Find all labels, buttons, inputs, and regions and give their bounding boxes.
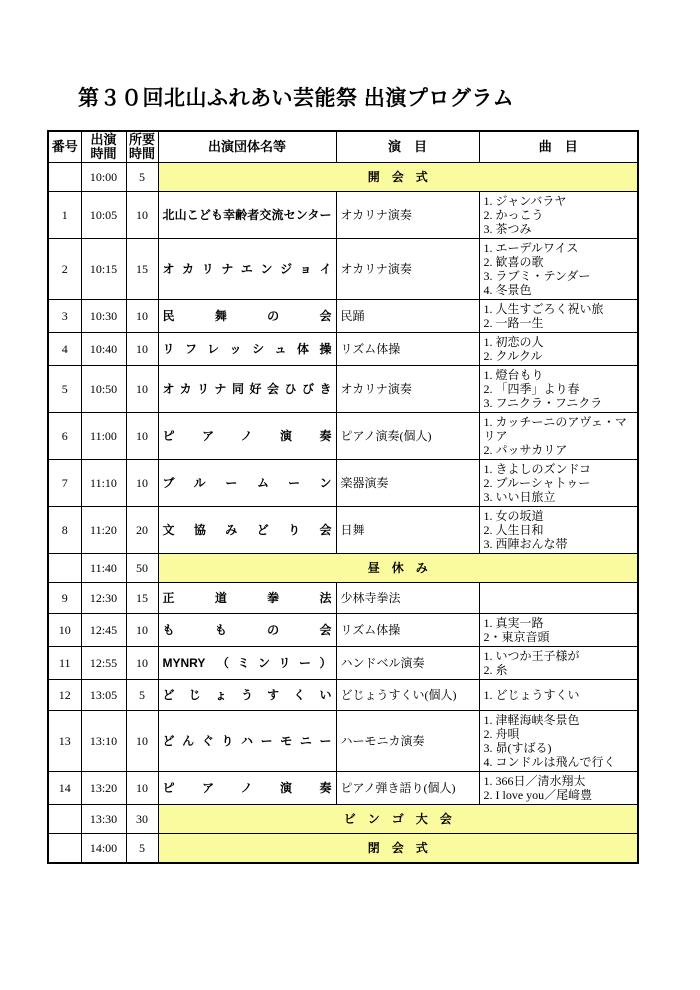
songs-cell: 1. 人生すごろく祝い旅 2. 一路一生 — [479, 300, 638, 333]
number-cell: 10 — [48, 614, 81, 647]
number-cell — [48, 805, 81, 834]
start-time-cell: 13:30 — [81, 805, 126, 834]
start-time-cell: 13:05 — [81, 680, 126, 711]
duration-cell: 5 — [126, 163, 158, 192]
songs-cell: 1. 燈台もり 2. 「四季」より春 3. フニクラ・フニクラ — [479, 366, 638, 413]
program-row — [48, 507, 638, 554]
header-start-time: 出演 時間 — [81, 131, 126, 163]
songs-cell: 1. どじょうすくい — [479, 680, 638, 711]
duration-cell: 5 — [126, 680, 158, 711]
table-header-row — [48, 131, 638, 163]
category-cell: ハーモニカ演奏 — [336, 711, 479, 772]
group-name-cell: 正道拳法 — [158, 583, 336, 614]
songs-cell: 1. カッチーニのアヴェ・マリア 2. パッサカリア — [479, 413, 638, 460]
banner-row — [48, 805, 638, 834]
start-time-cell: 11:00 — [81, 413, 126, 460]
number-cell: 14 — [48, 772, 81, 805]
start-time-cell: 11:40 — [81, 554, 126, 583]
duration-cell: 50 — [126, 554, 158, 583]
header-number: 番号 — [48, 131, 81, 163]
songs-cell — [479, 583, 638, 614]
group-name-cell: ピアノ演奏 — [158, 413, 336, 460]
category-cell: オカリナ演奏 — [336, 192, 479, 239]
duration-cell: 10 — [126, 614, 158, 647]
number-cell: 4 — [48, 333, 81, 366]
banner-label-cell: 昼 休 み — [158, 554, 638, 583]
number-cell: 9 — [48, 583, 81, 614]
program-row — [48, 772, 638, 805]
start-time-cell: 12:45 — [81, 614, 126, 647]
number-cell: 12 — [48, 680, 81, 711]
category-cell: どじょうすくい(個人) — [336, 680, 479, 711]
number-cell: 8 — [48, 507, 81, 554]
start-time-cell: 12:55 — [81, 647, 126, 680]
number-cell: 13 — [48, 711, 81, 772]
category-cell: リズム体操 — [336, 614, 479, 647]
program-row — [48, 647, 638, 680]
group-name-cell: 文協みどり会 — [158, 507, 336, 554]
program-row — [48, 333, 638, 366]
duration-cell: 15 — [126, 239, 158, 300]
duration-cell: 10 — [126, 711, 158, 772]
group-name-cell: どんぐりハーモニー — [158, 711, 336, 772]
group-name-cell: 民舞の会 — [158, 300, 336, 333]
program-row — [48, 711, 638, 772]
group-name-cell: 北山こども幸齢者交流センター — [158, 192, 336, 239]
number-cell — [48, 163, 81, 192]
group-name-cell: MYNRY （ミンリー） — [158, 647, 336, 680]
duration-cell: 10 — [126, 300, 158, 333]
group-name-cell: リフレッシュ体操 — [158, 333, 336, 366]
number-cell: 3 — [48, 300, 81, 333]
group-name-cell: ブルームーン — [158, 460, 336, 507]
category-cell: ピアノ弾き語り(個人) — [336, 772, 479, 805]
duration-cell: 10 — [126, 192, 158, 239]
header-category: 演 目 — [336, 131, 479, 163]
start-time-cell: 11:10 — [81, 460, 126, 507]
category-cell: オカリナ演奏 — [336, 366, 479, 413]
start-time-cell: 12:30 — [81, 583, 126, 614]
category-cell: 楽器演奏 — [336, 460, 479, 507]
header-group-name: 出演団体名等 — [158, 131, 336, 163]
category-cell: オカリナ演奏 — [336, 239, 479, 300]
program-row — [48, 460, 638, 507]
duration-cell: 10 — [126, 333, 158, 366]
songs-cell: 1. エーデルワイス 2. 歓喜の歌 3. ラブミ・テンダー 4. 冬景色 — [479, 239, 638, 300]
songs-cell: 1. 真実一路 2・東京音頭 — [479, 614, 638, 647]
start-time-cell: 10:30 — [81, 300, 126, 333]
songs-cell: 1. きよしのズンドコ 2. ブルーシャトゥー 3. いい日旅立 — [479, 460, 638, 507]
program-table — [47, 130, 639, 864]
duration-cell: 10 — [126, 647, 158, 680]
number-cell — [48, 554, 81, 583]
category-cell: ハンドベル演奏 — [336, 647, 479, 680]
number-cell: 2 — [48, 239, 81, 300]
group-name-cell: ももの会 — [158, 614, 336, 647]
banner-label-cell: 閉 会 式 — [158, 834, 638, 864]
category-cell: 少林寺拳法 — [336, 583, 479, 614]
group-name-cell: ピアノ演奏 — [158, 772, 336, 805]
start-time-cell: 11:20 — [81, 507, 126, 554]
songs-cell: 1. 366日／清水翔太 2. I love you／尾﨑豊 — [479, 772, 638, 805]
number-cell — [48, 834, 81, 864]
category-cell: ピアノ演奏(個人) — [336, 413, 479, 460]
start-time-cell: 13:20 — [81, 772, 126, 805]
program-row — [48, 680, 638, 711]
songs-cell: 1. いつか王子様が 2. 糸 — [479, 647, 638, 680]
program-row — [48, 614, 638, 647]
banner-label-cell: ビ ン ゴ 大 会 — [158, 805, 638, 834]
duration-cell: 10 — [126, 366, 158, 413]
page-title: 第３０回北山ふれあい芸能祭 出演プログラム — [78, 87, 515, 110]
category-cell: 民踊 — [336, 300, 479, 333]
number-cell: 11 — [48, 647, 81, 680]
program-table-body — [48, 163, 638, 864]
duration-cell: 10 — [126, 413, 158, 460]
start-time-cell: 10:15 — [81, 239, 126, 300]
start-time-cell: 14:00 — [81, 834, 126, 864]
duration-cell: 10 — [126, 460, 158, 507]
program-row — [48, 583, 638, 614]
start-time-cell: 10:00 — [81, 163, 126, 192]
duration-cell: 5 — [126, 834, 158, 864]
program-row — [48, 239, 638, 300]
header-songs: 曲 目 — [479, 131, 638, 163]
banner-row — [48, 834, 638, 864]
banner-label-cell: 開 会 式 — [158, 163, 638, 192]
songs-cell: 1. 女の坂道 2. 人生日和 3. 西陣おんな帯 — [479, 507, 638, 554]
duration-cell: 20 — [126, 507, 158, 554]
number-cell: 5 — [48, 366, 81, 413]
group-name-cell: オカリナエンジョイ — [158, 239, 336, 300]
start-time-cell: 10:40 — [81, 333, 126, 366]
songs-cell: 1. 津軽海峡冬景色 2. 舟唄 3. 昴(すばる) 4. コンドルは飛んで行く — [479, 711, 638, 772]
number-cell: 1 — [48, 192, 81, 239]
start-time-cell: 10:05 — [81, 192, 126, 239]
number-cell: 6 — [48, 413, 81, 460]
group-name-cell: どじょうすくい — [158, 680, 336, 711]
songs-cell: 1. 初恋の人 2. クルクル — [479, 333, 638, 366]
duration-cell: 10 — [126, 772, 158, 805]
program-row — [48, 192, 638, 239]
header-duration: 所要 時間 — [126, 131, 158, 163]
program-row — [48, 366, 638, 413]
start-time-cell: 13:10 — [81, 711, 126, 772]
start-time-cell: 10:50 — [81, 366, 126, 413]
songs-cell: 1. ジャンバラヤ 2. かっこう 3. 茶つみ — [479, 192, 638, 239]
banner-row — [48, 554, 638, 583]
group-name-cell: オカリナ同好会ひびき — [158, 366, 336, 413]
program-row — [48, 300, 638, 333]
duration-cell: 30 — [126, 805, 158, 834]
category-cell: リズム体操 — [336, 333, 479, 366]
duration-cell: 15 — [126, 583, 158, 614]
banner-row — [48, 163, 638, 192]
category-cell: 日舞 — [336, 507, 479, 554]
program-row — [48, 413, 638, 460]
number-cell: 7 — [48, 460, 81, 507]
